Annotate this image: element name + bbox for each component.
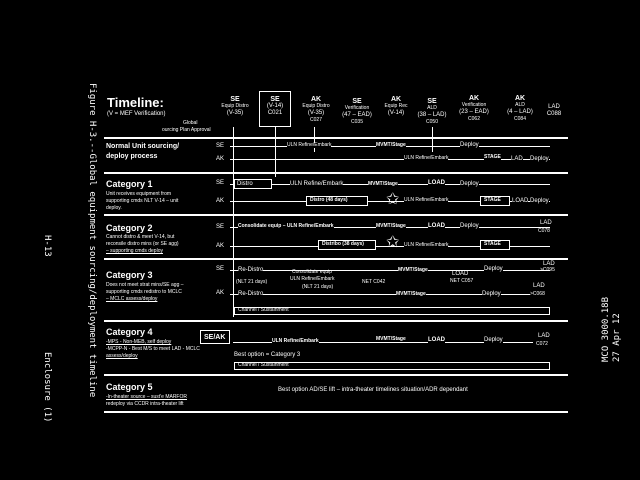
cat3-deploy: Deploy [484,266,503,272]
cat2-deploy: Deploy [460,223,479,229]
cat3-lad2: LAD [533,283,545,289]
row-separator-0 [104,137,568,139]
cat2-lad: LAD [540,220,552,226]
cat1-desc-1: Unit receives equipment from [106,191,172,197]
cat2-desc-1: Cannot distro & meet V-14, but [106,234,175,240]
v-line-3 [314,127,315,152]
cat1-distro: Distro [237,181,253,187]
cat1-deploy2: Deploy [530,198,549,204]
cat2-ak: AK [216,243,225,249]
cat3-deploy2: Deploy [482,291,501,297]
cat4-deploy: Deploy [484,337,503,343]
header-col-7: AK Verification (23 – EAD) C062 [459,95,489,122]
v-line-2 [275,127,276,177]
page-number: H-13 [42,235,52,257]
cat1-mvmt: MVMT/Stage [368,181,398,187]
cat2-desc-3: – supporting cmds deploy [106,248,163,254]
cat3-consolidate: Consolidate equip [292,269,333,275]
enclosure-label: Enclosure (1) [42,352,52,423]
cat4-best: Best option = Category 3 [234,352,301,358]
cat1-uln2: ULN Refine/Embark [404,197,449,203]
cat4-load: LOAD [428,337,445,343]
cat4-seak: SE/AK [204,334,226,341]
cat3-mvmt2: MVMT/Stage [396,291,426,297]
figure-caption: Figure H-3.--Global equipment sourcing/deployment timeline [87,83,97,398]
cat3-title: Category 3 [106,270,153,280]
global-label: Global [183,120,198,126]
row-separator-5 [104,374,568,376]
cat3-lad: LAD [543,261,555,267]
cat3-mvmt: MVMT/Stage [398,267,428,273]
timeline-title: Timeline: [107,95,164,110]
row-separator-1 [104,172,568,174]
cat3-netc057: NET C057 [450,278,474,284]
normal-se-uln: ULN Refine/Embark [287,142,332,148]
cat2-stage: STAGE [484,241,501,247]
star-icon-2: ✩ [386,234,400,251]
normal-title: Normal Unit sourcing/ [106,143,180,150]
normal-ak-lad: LAD [511,156,523,162]
cat3-redistro2: Re-Distro [238,291,264,297]
star-icon: ✩ [386,191,400,208]
global-plan-label: ourcing Plan Approval [162,127,211,133]
row-separator-6 [104,411,568,413]
row-separator-4 [104,320,568,322]
cat2-se: SE [216,224,225,230]
normal-se: SE [216,143,225,149]
cat3-desc-3: – MCLC assess/deploy [106,296,158,302]
cat2-distro38: Distribo (38 days) [322,241,364,247]
header-col-5: AK Equip Rec (V-14) [384,96,408,116]
cat2-mvmt: MVMT/Stage [376,223,406,229]
cat3-desc-1: Does not meet strat mins/SE agg – [106,282,184,288]
cat4-c072: C072 [536,341,548,347]
header-col-2: SE (V-14) C021 [266,96,284,116]
normal-ak: AK [216,156,225,162]
v-line-1 [233,127,234,317]
cat3-nlt2: (NLT 21 days) [302,284,334,290]
cat2-consolidate: Consolidate equip – ULN Refine/Embark [238,223,334,229]
header-col-3: AK Equip Distro (V-35) C027 [302,96,330,123]
cat1-ak: AK [216,198,225,204]
cat1-load2: LOAD [512,198,529,204]
cat4-mvmt: MVMT/Stage [376,336,406,342]
cat3-channel: Channel / Sustainment [238,307,289,313]
cat2-load: LOAD [428,223,445,229]
order-date: 27 Apr 12 [612,313,622,362]
cat3-ak: AK [216,290,225,296]
cat3-load: LOAD [452,271,469,277]
normal-subtitle: deploy process [106,153,158,160]
cat4-uln: ULN Refine/Embark [272,338,319,344]
header-col-4: SE Verification (47 – EAD) C035 [342,98,372,125]
cat3-nlt: (NLT 21 days) [236,279,268,285]
header-col-1: SE Equip Distro (V-35) [221,96,249,116]
cat2-title: Category 2 [106,223,153,233]
timeline-subtitle: (V = MEF Verification) [107,111,166,117]
cat5-desc-1: -In-theater source – sust'e MARFOR [106,394,187,400]
cat4-channel: Channel / Sustainment [238,362,289,368]
cat4-desc-3: assess/deploy [106,353,138,359]
cat1-title: Category 1 [106,179,153,189]
normal-ak-deploy: Deploy [530,156,549,162]
cat1-se: SE [216,180,225,186]
cat2-c078: C078 [538,228,550,234]
cat3-se: SE [216,266,225,272]
v-line-4 [432,127,433,152]
cat3-net: NET C042 [362,279,386,285]
cat3-c095: >C095 [540,267,555,273]
cat4-lad: LAD [538,333,550,339]
cat5-desc-2: redeploy via CCDR intra-theater lift [106,401,184,407]
cat5-best: Best option AD/SE lift – intra-theater timelines situation/ADR dependant [278,387,468,393]
normal-ak-stage: STAGE [484,154,501,160]
order-number: MCO 3000.18B [601,296,611,362]
cat3-desc-2: supporting cmds redistro to MCLC [106,289,182,295]
cat1-load: LOAD [428,180,445,186]
cat3-c068: >C068 [530,291,545,297]
header-col-6: SE ALD (38 – LAD) C050 [417,98,447,125]
cat3-redistro: Re-Distro [238,267,264,273]
cat1-distro48: Distro (48 days) [310,197,348,203]
normal-ak-line [230,159,550,160]
cat4-desc-2: -MCPP-N - Best M/S to meet LAD - MCLC [106,346,200,352]
cat1-desc-2: supporting cmds NLT V-14 – unit [106,198,179,204]
cat1-uln: ULN Refine/Embark [290,181,344,187]
cat3-uln: ULN Refine/Embark [290,276,335,282]
normal-se-deploy: Deploy [460,142,479,148]
cat4-title: Category 4 [106,327,153,337]
header-col-9: LAD C088 [546,104,562,117]
cat2-uln: ULN Refine/Embark [404,242,449,248]
cat1-stage: STAGE [484,197,501,203]
cat5-title: Category 5 [106,382,153,392]
cat1-deploy: Deploy [460,181,479,187]
normal-se-mvmt: MVMT/Stage [376,142,406,148]
cat2-desc-2: reconsile distro mins (or SE agg) [106,241,179,247]
row-separator-2 [104,214,568,216]
normal-ak-uln: ULN Refine/Embark [404,155,449,161]
cat1-desc-3: deploy. [106,205,122,211]
row-separator-3 [104,258,568,260]
cat4-desc-1: -MPS - Non-MEB, self deploy [106,339,172,345]
header-col-8: AK ALD (4 – LAD) C084 [507,95,533,122]
